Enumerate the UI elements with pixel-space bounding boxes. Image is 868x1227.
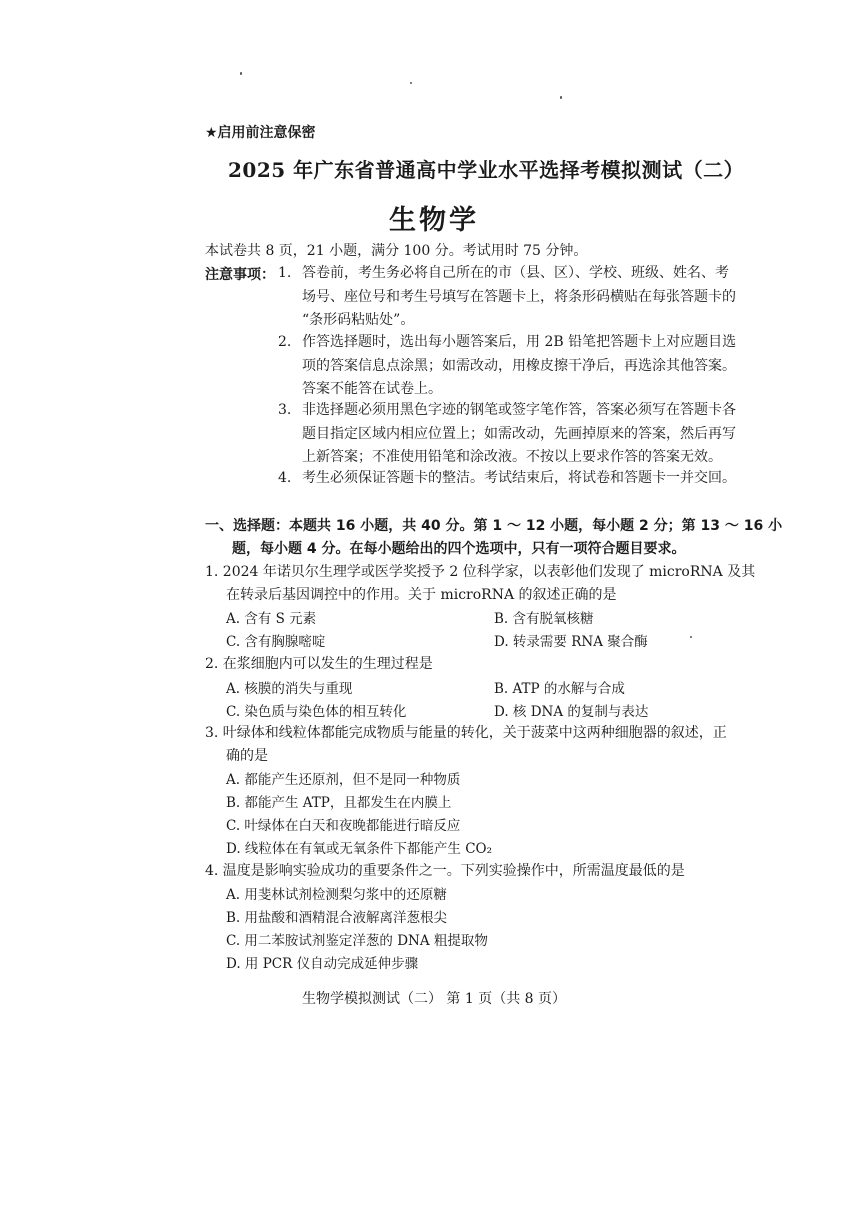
notice-line: 项的答案信息点涂黑；如需改动，用橡皮擦干净后，再选涂其他答案。 bbox=[302, 357, 736, 374]
scan-speck bbox=[560, 96, 562, 99]
question-3-stem-cont: 确的是 bbox=[226, 748, 268, 764]
scan-speck bbox=[410, 82, 412, 84]
notice-number: 2. bbox=[278, 334, 292, 350]
notice-number: 1. bbox=[278, 265, 292, 281]
q3-option-c: C. 叶绿体在白天和夜晚都能进行暗反应 bbox=[226, 818, 461, 834]
confidential-label: ★启用前注意保密 bbox=[205, 125, 316, 141]
notice-line: 上新答案；不准使用铅笔和涂改液。不按以上要求作答的答案无效。 bbox=[302, 449, 722, 465]
notice-item bbox=[278, 399, 783, 470]
notice-line: 答案不能答在试卷上。 bbox=[302, 381, 442, 397]
q2-option-c: C. 染色质与染色体的相互转化 bbox=[226, 704, 407, 720]
question-4-stem: 4. 温度是影响实验成功的重要条件之一。下列实验操作中，所需温度最低的是 bbox=[205, 863, 685, 879]
section-heading-cont: 题，每小题 4 分。在每小题给出的四个选项中，只有一项符合题目要求。 bbox=[232, 541, 686, 557]
q3-option-d: D. 线粒体在有氧或无氧条件下都能产生 CO₂ bbox=[226, 841, 493, 857]
notice-label: 注意事项： bbox=[205, 267, 275, 283]
q1-option-c: C. 含有胸腺嘧啶 bbox=[226, 634, 326, 650]
q4-option-d: D. 用 PCR 仪自动完成延伸步骤 bbox=[226, 956, 419, 972]
q2-option-b: B. ATP 的水解与合成 bbox=[494, 681, 625, 697]
notice-line: 场号、座位号和考生号填写在答题卡上，将条形码横贴在每张答题卡的 bbox=[302, 288, 736, 305]
notice-number: 4. bbox=[278, 470, 292, 486]
scan-speck bbox=[240, 72, 242, 75]
notice-line: 考生必须保证答题卡的整洁。考试结束后，将试卷和答题卡一并交回。 bbox=[302, 470, 736, 486]
q1-option-b: B. 含有脱氧核糖 bbox=[494, 611, 594, 627]
q4-option-a: A. 用斐林试剂检测梨匀浆中的还原糖 bbox=[226, 887, 447, 903]
q2-option-a: A. 核膜的消失与重现 bbox=[226, 681, 353, 697]
page-footer: 生物学模拟测试（二） 第 1 页（共 8 页） bbox=[301, 991, 567, 1007]
notice-item bbox=[278, 331, 783, 402]
q1-option-d: D. 转录需要 RNA 聚合酶 bbox=[494, 634, 648, 650]
q4-option-c: C. 用二苯胺试剂鉴定洋葱的 DNA 粗提取物 bbox=[226, 933, 488, 949]
notice-number: 3. bbox=[278, 402, 292, 418]
q3-option-b: B. 都能产生 ATP，且都发生在内膜上 bbox=[226, 795, 452, 811]
notice-line: 作答选择题时，选出每小题答案后，用 2B 铅笔把答题卡上对应题目选 bbox=[302, 334, 737, 350]
notice-item bbox=[278, 467, 783, 491]
q1-option-a: A. 含有 S 元素 bbox=[226, 611, 317, 627]
question-3-stem: 3. 叶绿体和线粒体都能完成物质与能量的转化，关于菠菜中这两种细胞器的叙述，正 bbox=[205, 725, 727, 741]
subject-title: 生物学 bbox=[389, 205, 479, 236]
notice-item bbox=[278, 262, 783, 333]
notice-line: 答卷前，考生务必将自己所在的市（县、区）、学校、班级、姓名、考 bbox=[302, 265, 729, 281]
q4-option-b: B. 用盐酸和酒精混合液解离洋葱根尖 bbox=[226, 910, 448, 926]
notice-line: 非选择题必须用黑色字迹的钢笔或签字笔作答，答案必须写在答题卡各 bbox=[302, 402, 736, 418]
scan-speck bbox=[690, 636, 692, 638]
question-1-stem: 1. 2024 年诺贝尔生理学或医学奖授予 2 位科学家，以表彰他们发现了 microRNA 及其 bbox=[205, 564, 756, 580]
q3-option-a: A. 都能产生还原剂，但不是同一种物质 bbox=[226, 772, 461, 788]
notice-line: “条形码粘贴处”。 bbox=[302, 312, 415, 328]
exam-title: 2025 年广东省普通高中学业水平选择考模拟测试（二） bbox=[228, 158, 745, 182]
question-1-stem-cont: 在转录后基因调控中的作用。关于 microRNA 的叙述正确的是 bbox=[226, 587, 617, 603]
notice-line: 题目指定区域内相应位置上；如需改动，先画掉原来的答案，然后再写 bbox=[302, 425, 736, 442]
section-heading: 一、选择题：本题共 16 小题，共 40 分。第 1 ～ 12 小题，每小题 2 分；第 13 ～ 16 小 bbox=[205, 518, 783, 534]
q2-option-d: D. 核 DNA 的复制与表达 bbox=[494, 704, 649, 720]
question-2-stem: 2. 在浆细胞内可以发生的生理过程是 bbox=[205, 656, 433, 672]
exam-meta: 本试卷共 8 页，21 小题，满分 100 分。考试用时 75 分钟。 bbox=[205, 243, 588, 259]
